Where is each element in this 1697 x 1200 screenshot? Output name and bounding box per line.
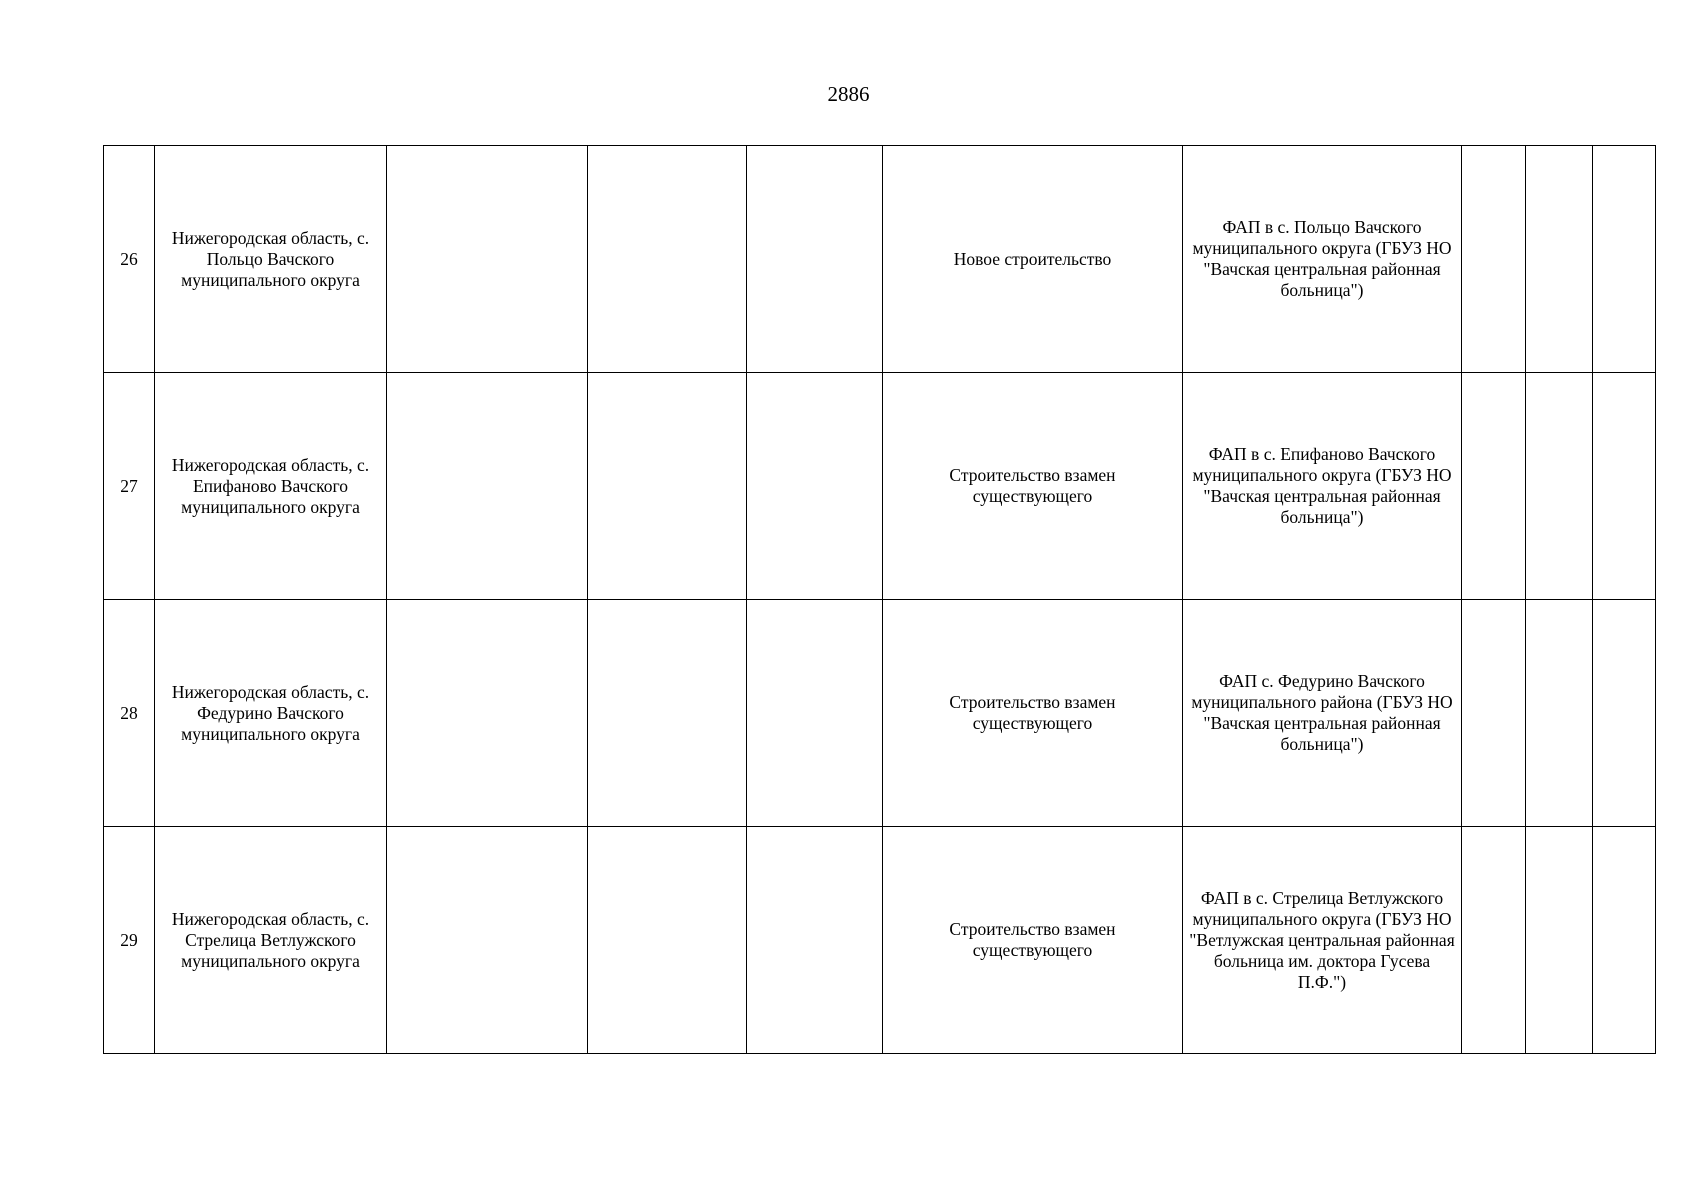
table-row (104, 827, 1656, 1054)
empty-cell (1526, 827, 1593, 1054)
empty-cell (387, 373, 588, 600)
facility-cell (1183, 373, 1462, 600)
facility-text: ФАП в с. Польцо Вачского муниципального округа (ГБУЗ НО "Вачская центральная районная больница") (1192, 217, 1452, 300)
empty-cell (1593, 146, 1656, 373)
work-type-text: Строительство взамен существующего (949, 692, 1116, 733)
empty-cell (1462, 373, 1526, 600)
facility-text: ФАП в с. Епифаново Вачского муниципального округа (ГБУЗ НО "Вачская центральная районная больница") (1192, 444, 1452, 527)
empty-cell (1462, 146, 1526, 373)
table-row (104, 373, 1656, 600)
table-row (104, 146, 1656, 373)
location-cell (155, 373, 387, 600)
empty-cell (747, 600, 883, 827)
location-text: Нижегородская область, с. Федурино Вачского муниципального округа (171, 681, 370, 744)
empty-cell (1526, 600, 1593, 827)
empty-cell (747, 146, 883, 373)
row-number-cell: 27 (104, 373, 155, 600)
row-number-cell: 29 (104, 827, 155, 1054)
empty-cell (588, 600, 747, 827)
empty-cell (1462, 827, 1526, 1054)
facility-cell (1183, 146, 1462, 373)
empty-cell (387, 146, 588, 373)
empty-cell (387, 827, 588, 1054)
facility-text: ФАП с. Федурино Вачского муниципального района (ГБУЗ НО "Вачская центральная районная больница") (1191, 671, 1453, 754)
empty-cell (588, 146, 747, 373)
location-cell (155, 600, 387, 827)
empty-cell (1526, 146, 1593, 373)
location-cell (155, 146, 387, 373)
facility-text: ФАП в с. Стрелица Ветлужского муниципального округа (ГБУЗ НО "Ветлужская центральная районная больница им. доктора Гусева П.Ф.") (1189, 887, 1455, 992)
empty-cell (1462, 600, 1526, 827)
table-row (104, 600, 1656, 827)
facility-cell (1183, 827, 1462, 1054)
empty-cell (588, 373, 747, 600)
work-type-text: Новое строительство (953, 248, 1112, 269)
location-text: Нижегородская область, с. Польцо Вачского муниципального округа (171, 227, 370, 290)
location-text: Нижегородская область, с. Стрелица Ветлужского муниципального округа (171, 908, 370, 971)
location-cell (155, 827, 387, 1054)
facility-cell (1183, 600, 1462, 827)
empty-cell (387, 600, 588, 827)
empty-cell (1526, 373, 1593, 600)
row-number-cell: 28 (104, 600, 155, 827)
work-type-cell (883, 600, 1183, 827)
work-type-cell (883, 827, 1183, 1054)
empty-cell (588, 827, 747, 1054)
work-type-cell (883, 373, 1183, 600)
empty-cell (1593, 600, 1656, 827)
empty-cell (747, 373, 883, 600)
work-type-text: Строительство взамен существующего (949, 465, 1116, 506)
row-number-cell: 26 (104, 146, 155, 373)
location-text: Нижегородская область, с. Епифаново Вачского муниципального округа (171, 454, 370, 517)
work-type-cell (883, 146, 1183, 373)
empty-cell (1593, 373, 1656, 600)
facilities-table (103, 145, 1656, 1054)
empty-cell (747, 827, 883, 1054)
page-number: 2886 (827, 82, 870, 106)
work-type-text: Строительство взамен существующего (949, 919, 1116, 960)
empty-cell (1593, 827, 1656, 1054)
